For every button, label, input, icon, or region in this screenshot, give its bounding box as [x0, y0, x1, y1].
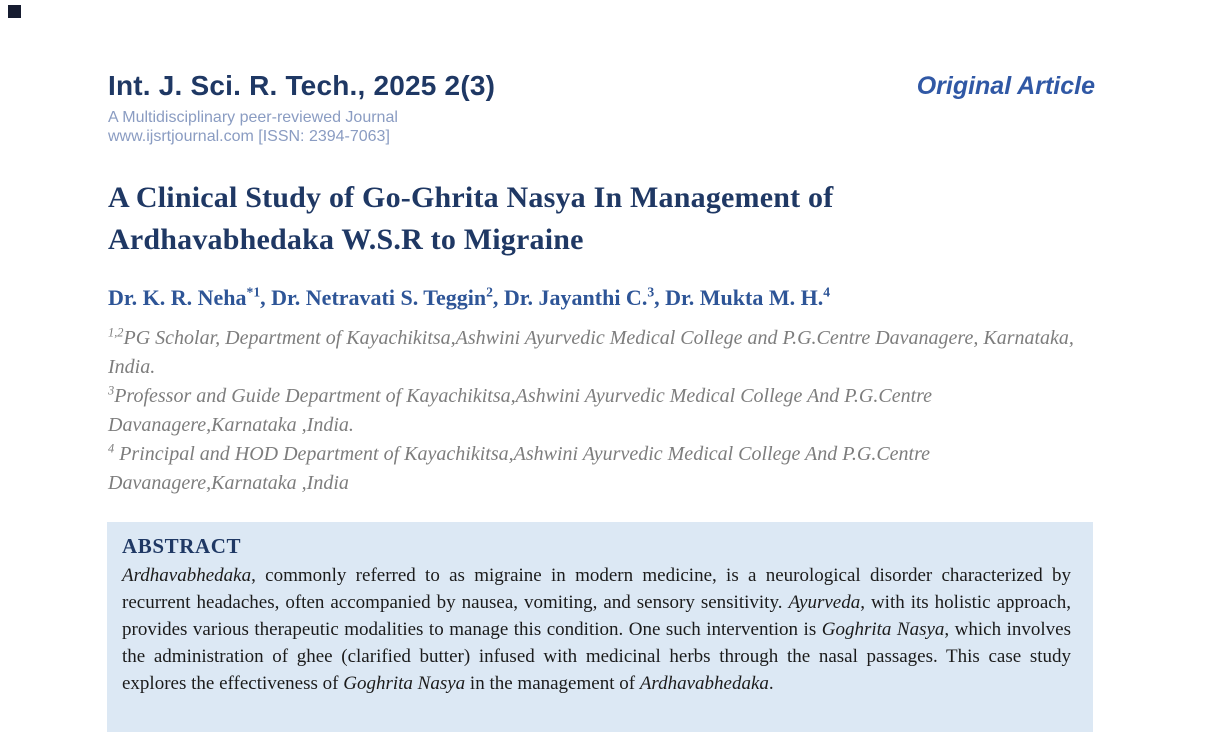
affiliation-text: Principal and HOD Department of Kayachikitsa,Ashwini Ayurvedic Medical College And P.G.Centre Davanagere,Karnataka ,India: [108, 443, 931, 494]
abstract-text: , which involves the administration of ghee (clarified butter) infused with medicinal herbs through the nasal passages. This case study explores the effectiveness of: [122, 619, 1071, 694]
article-type-label: Original Article: [916, 72, 1095, 100]
abstract-heading: ABSTRACT: [122, 534, 242, 558]
author-superscript: 2: [486, 284, 493, 300]
abstract-term-italic: Ardhavabhedaka: [639, 673, 769, 694]
affiliation-text: PG Scholar, Department of Kayachikitsa,Ashwini Ayurvedic Medical College and P.G.Centre Davanagere, Karnataka, India.: [108, 327, 1074, 378]
abstract-text: , with its holistic approach, provides various therapeutic modalities to manage this condition. One such intervention is: [122, 592, 1071, 640]
affiliation-text: Professor and Guide Department of Kayachikitsa,Ashwini Ayurvedic Medical College And P.G.Centre Davanagere,Karnataka ,India.: [108, 385, 933, 436]
abstract-term-italic: Ayurveda: [788, 592, 861, 613]
journal-header: [108, 70, 495, 146]
abstract-text: in the management of: [465, 673, 640, 694]
page-corner-marker: [8, 5, 21, 18]
author-superscript: 4: [823, 284, 831, 300]
abstract-term-italic: Goghrita Nasya: [343, 673, 466, 694]
journal-subtitle: A Multidisciplinary peer-reviewed Journal: [108, 109, 398, 126]
affiliations: [108, 324, 1093, 498]
affiliation-item: [108, 382, 1093, 440]
affiliation-superscript: 1,2: [108, 325, 124, 340]
abstract-text: , commonly referred to as migraine in modern medicine, is a neurological disorder characterized by recurrent headaches, often accompanied by nausea, vomiting, and sensory sensitivity.: [122, 565, 1071, 613]
abstract-body: [122, 562, 1071, 697]
article-title: A Clinical Study of Go-Ghrita Nasya In Management of Ardhavabhedaka W.S.R to Migraine: [108, 181, 834, 256]
authors-line: Dr. K. R. Neha$^{*1}$, Dr. Netravati S. Teggin$^2$, Dr. Jayanthi C.$^3$, Dr. Mukta M. H.$^4$: [108, 284, 831, 310]
abstract-term-italic: Ardhavabhedaka: [122, 565, 252, 586]
author-superscript: *1: [246, 284, 261, 300]
author-name: Dr. Netravati S. Teggin: [271, 285, 487, 310]
affiliation-item: [108, 440, 1093, 498]
author-name: Dr. Mukta M. H.: [665, 285, 824, 310]
author-superscript: 3: [647, 284, 655, 300]
author-name: Dr. K. R. Neha: [108, 285, 247, 310]
affiliation-superscript: 4: [108, 441, 115, 456]
author-name: Dr. Jayanthi C.: [503, 285, 648, 310]
abstract-section: [107, 522, 1093, 732]
abstract-text: .: [768, 673, 774, 694]
affiliation-superscript: 3: [108, 383, 115, 398]
affiliation-item: [108, 324, 1093, 382]
journal-url-issn: www.ijsrtjournal.com [ISSN: 2394-7063]: [108, 128, 390, 145]
abstract-term-italic: Goghrita Nasya: [821, 619, 945, 640]
journal-title: Int. J. Sci. R. Tech., 2025 2(3): [108, 70, 496, 101]
